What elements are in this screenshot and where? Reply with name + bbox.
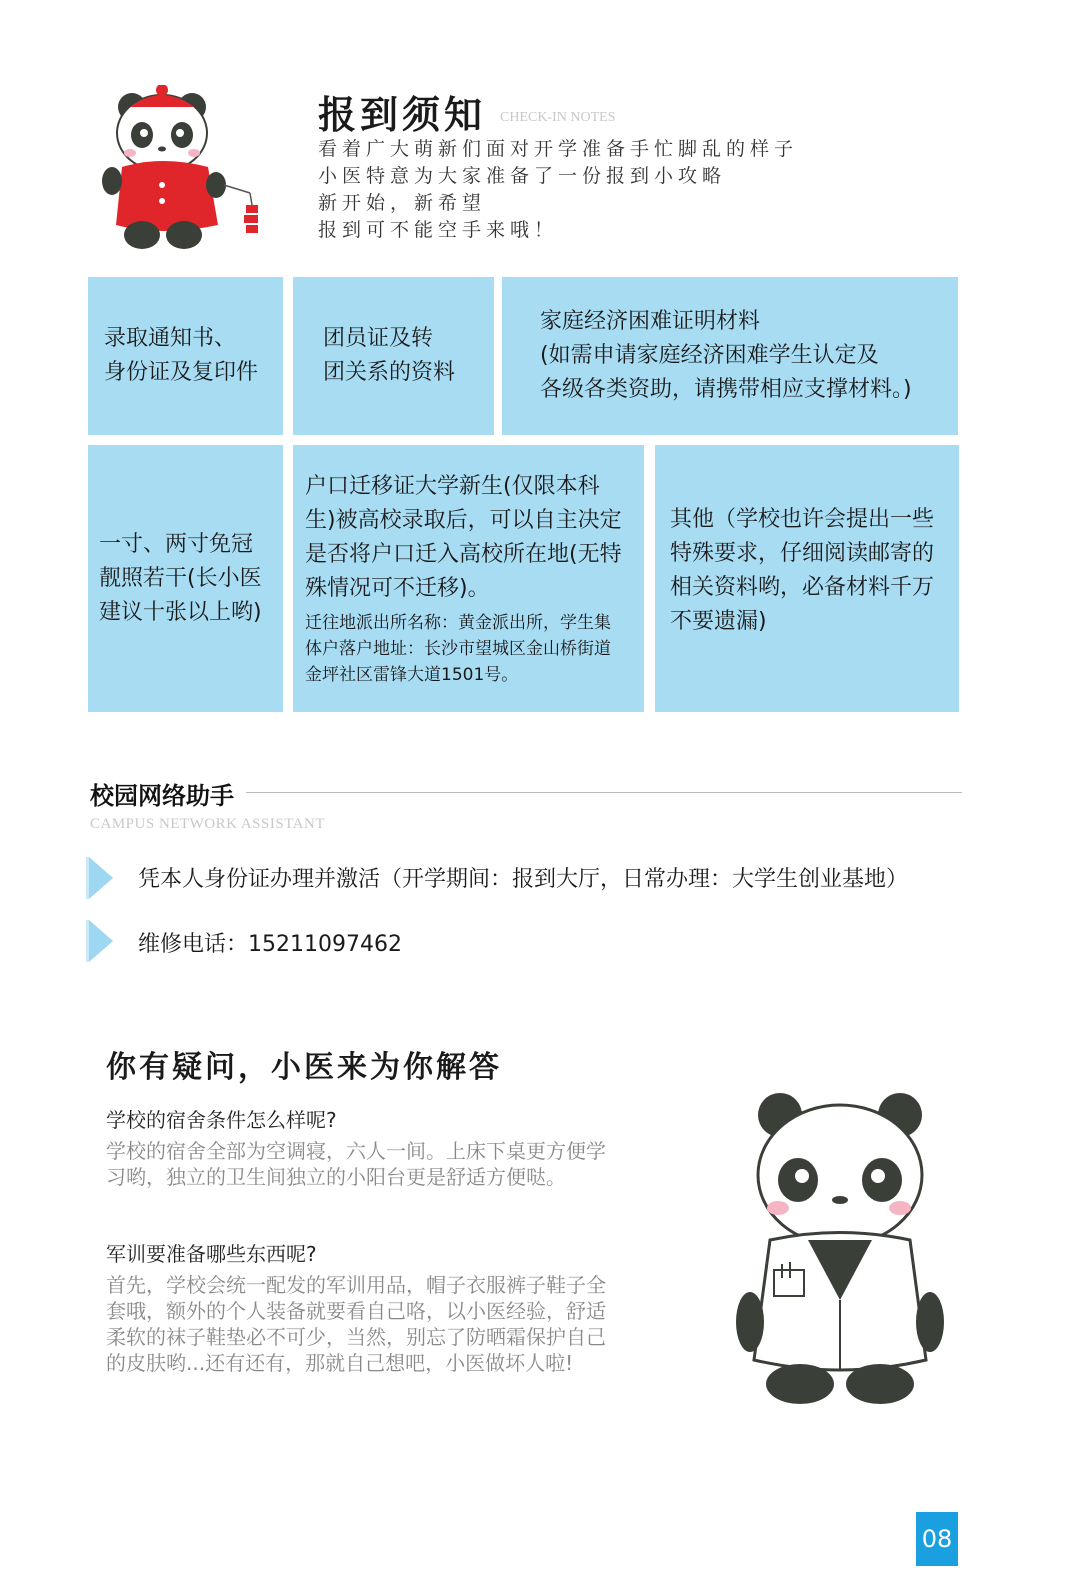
checklist-box-other <box>655 445 959 712</box>
intro-line: 报到可不能空手来哦！ <box>318 219 559 241</box>
box-text: 家庭经济困难证明材料 <box>540 309 761 334</box>
box-text: 其他（学校也许会提出一些 <box>670 507 935 532</box>
box-text: 相关资料哟，必备材料千万 <box>670 575 935 600</box>
box-text: 团关系的资料 <box>323 360 456 385</box>
answer-dorm <box>106 1138 676 1190</box>
intro-line: 新开始，新希望 <box>318 192 487 214</box>
checklist-box-financial <box>502 277 958 435</box>
question-dorm: 学校的宿舍条件怎么样呢? <box>106 1108 337 1132</box>
checklist-box-photos <box>88 445 283 712</box>
box-text: 录取通知书、 <box>104 326 237 351</box>
box-text: 不要遗漏) <box>670 609 767 634</box>
box-text: 靓照若干(长小医 <box>99 565 262 591</box>
page-number: 08 <box>916 1512 958 1566</box>
box-text: 团员证及转 <box>323 326 434 351</box>
network-item-activation: 凭本人身份证办理并激活（开学期间：报到大厅，日常办理：大学生创业基地） <box>138 867 909 892</box>
qa-section-title: 你有疑问，小医来为你解答 <box>106 1050 502 1085</box>
panda-doctor-illustration <box>730 1090 950 1410</box>
box-text: 是否将户口迁入高校所在地(无特 <box>305 541 622 567</box>
checklist-box-league <box>293 277 494 435</box>
network-item-repair-phone: 维修电话：15211097462 <box>138 932 402 957</box>
answer-line: 习哟，独立的卫生间独立的小阳台更是舒适方便哒。 <box>106 1165 566 1189</box>
box-subtext: 体户落户地址：长沙市望城区金山桥街道 <box>305 638 611 659</box>
panda-new-year-illustration <box>100 85 270 265</box>
box-text: 生)被高校录取后，可以自主决定 <box>305 507 622 533</box>
box-subtext: 迁往地派出所名称：黄金派出所，学生集 <box>305 612 611 633</box>
triangle-bullet-icon <box>89 857 113 899</box>
answer-military-training <box>106 1272 676 1376</box>
box-subtext-group <box>305 610 644 688</box>
network-section-title: 校园网络助手 <box>90 782 234 810</box>
page-title: 报到须知 <box>318 92 487 137</box>
network-section-title-english: CAMPUS NETWORK ASSISTANT <box>90 816 325 832</box>
box-text: 户口迁移证大学新生(仅限本科 <box>305 473 600 499</box>
box-text: 特殊要求，仔细阅读邮寄的 <box>670 541 935 566</box>
box-text: (如需申请家庭经济困难学生认定及 <box>540 343 879 368</box>
box-subtext: 金坪社区雷锋大道1501号。 <box>305 664 519 685</box>
checklist-box-hukou <box>293 445 644 712</box>
intro-line: 看着广大萌新们面对开学准备手忙脚乱的样子 <box>318 138 799 160</box>
section-divider <box>246 792 962 793</box>
answer-line: 的皮肤哟...还有还有，那就自己想吧，小医做坏人啦! <box>106 1351 574 1375</box>
answer-line: 学校的宿舍全部为空调寝，六人一间。上床下桌更方便学 <box>106 1139 606 1163</box>
intro-line: 小医特意为大家准备了一份报到小攻略 <box>318 165 727 187</box>
answer-line: 柔软的袜子鞋垫必不可少，当然，别忘了防晒霜保护自己 <box>106 1325 606 1349</box>
answer-line: 首先，学校会统一配发的军训用品，帽子衣服裤子鞋子全 <box>106 1273 606 1297</box>
page-title-english: CHECK-IN NOTES <box>500 110 616 125</box>
box-text: 一寸、两寸免冠 <box>99 531 254 557</box>
box-text: 建议十张以上哟) <box>99 599 262 625</box>
answer-line: 套哦，额外的个人装备就要看自己咯，以小医经验，舒适 <box>106 1299 606 1323</box>
triangle-bullet-icon <box>89 920 113 962</box>
box-text: 各级各类资助，请携带相应支撑材料。) <box>540 377 912 402</box>
box-text: 身份证及复印件 <box>104 360 259 385</box>
box-text: 殊情况可不迁移)。 <box>305 575 490 601</box>
question-military-training: 军训要准备哪些东西呢? <box>106 1242 317 1266</box>
checklist-box-admission <box>88 277 283 435</box>
